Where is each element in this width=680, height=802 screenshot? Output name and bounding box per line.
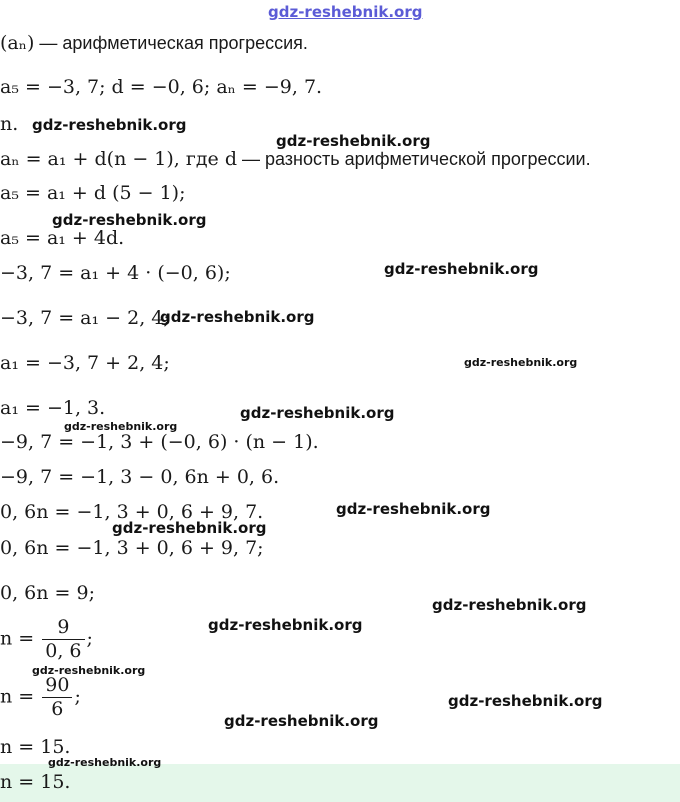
watermark: gdz-reshebnik.org (64, 420, 178, 433)
formula-text: — разность арифметической прогрессии. (236, 149, 591, 169)
answer-box (0, 764, 680, 802)
watermark: gdz-reshebnik.org (336, 500, 491, 518)
step-4: −3, 7 = a₁ − 2, 4; (0, 307, 170, 329)
watermark: gdz-reshebnik.org (448, 692, 603, 710)
step-9: 0, 6n = −1, 3 + 0, 6 + 9, 7. (0, 501, 264, 523)
fraction-tail: ; (86, 627, 93, 650)
watermark: gdz-reshebnik.org (52, 211, 207, 229)
step-7: −9, 7 = −1, 3 + (−0, 6) · (n − 1). (0, 431, 319, 453)
step-2: a₅ = a₁ + 4d. (0, 227, 125, 249)
watermark: gdz-reshebnik.org (32, 116, 187, 134)
given-line: a₅ = −3, 7; d = −0, 6; aₙ = −9, 7. (0, 76, 323, 98)
fraction-lhs: n = (0, 627, 35, 650)
intro-text: — арифметическая прогрессия. (34, 33, 308, 53)
watermark: gdz-reshebnik.org (112, 519, 267, 537)
watermark: gdz-reshebnik.org (32, 664, 146, 677)
watermark: gdz-reshebnik.org (160, 308, 315, 326)
fraction-step-2 (0, 676, 81, 719)
fraction-numerator: 9 (57, 616, 70, 638)
step-5: a₁ = −3, 7 + 2, 4; (0, 352, 170, 374)
intro-line (0, 34, 308, 53)
watermark: gdz-reshebnik.org (276, 132, 431, 150)
fraction (42, 676, 72, 719)
fraction-step-1 (0, 618, 93, 661)
watermark: gdz-reshebnik.org (48, 756, 162, 769)
step-10: 0, 6n = −1, 3 + 0, 6 + 9, 7; (0, 537, 264, 559)
answer-line: n = 15. (0, 771, 71, 793)
step-6: a₁ = −1, 3. (0, 397, 106, 419)
fraction-numerator: 90 (45, 674, 70, 696)
watermark: gdz-reshebnik.org (432, 596, 587, 614)
watermark: gdz-reshebnik.org (208, 616, 363, 634)
fraction-lhs: n = (0, 685, 35, 708)
fraction-denominator: 6 (42, 697, 72, 719)
watermark: gdz-reshebnik.org (240, 404, 395, 422)
sequence-symbol: (aₙ) (0, 32, 35, 54)
formula-expression: aₙ = a₁ + d(n − 1), где d (0, 148, 237, 170)
watermark-header[interactable]: gdz-reshebnik.org (268, 3, 423, 21)
find-line: n. (0, 113, 19, 135)
fraction-tail: ; (74, 685, 81, 708)
step-11: 0, 6n = 9; (0, 582, 95, 604)
watermark: gdz-reshebnik.org (384, 260, 539, 278)
step-3: −3, 7 = a₁ + 4 · (−0, 6); (0, 262, 231, 284)
result-line: n = 15. (0, 736, 71, 758)
watermark: gdz-reshebnik.org (224, 712, 379, 730)
watermark: gdz-reshebnik.org (464, 356, 578, 369)
fraction (42, 618, 84, 661)
formula-line (0, 150, 591, 169)
fraction-denominator: 0, 6 (42, 639, 84, 661)
step-8: −9, 7 = −1, 3 − 0, 6n + 0, 6. (0, 466, 280, 488)
step-1: a₅ = a₁ + d (5 − 1); (0, 182, 186, 204)
